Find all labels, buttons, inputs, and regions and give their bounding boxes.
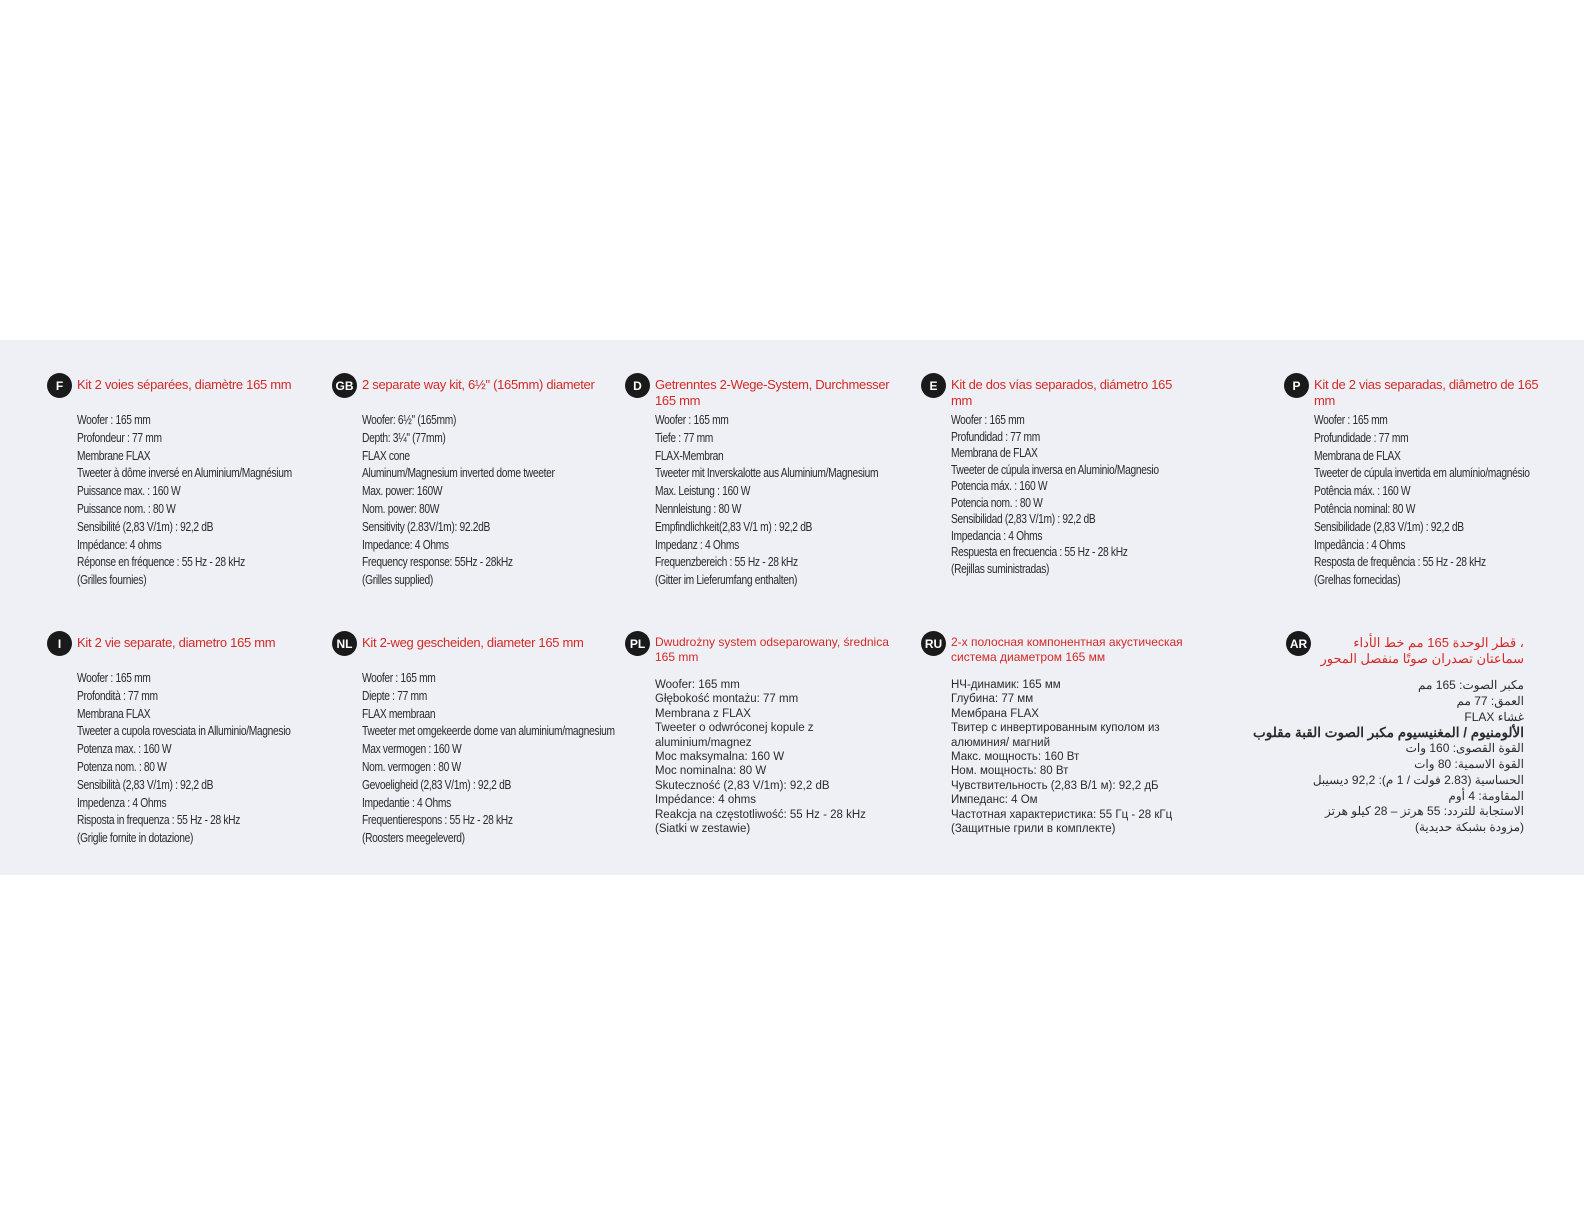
block-title-e: Kit de dos vías separados, diámetro 165 mm xyxy=(951,377,1172,408)
spec-line: Tiefe : 77 mm xyxy=(655,430,714,445)
spec-line: Profondità : 77 mm xyxy=(77,688,158,703)
spec-lines-ar xyxy=(1254,678,1524,836)
spec-line: Membrana de FLAX xyxy=(1314,448,1401,463)
block-title-f: Kit 2 voies séparées, diamètre 165 mm xyxy=(77,377,292,392)
language-badge-ar: AR xyxy=(1286,631,1311,656)
spec-line: FLAX-Membran xyxy=(655,448,724,463)
spec-line: Profondeur : 77 mm xyxy=(77,430,162,445)
language-badge-p: P xyxy=(1284,373,1309,398)
spec-line: Sensibilidade (2,83 V/1m) : 92,2 dB xyxy=(1314,519,1464,534)
spec-line: غشاء FLAX xyxy=(1464,709,1524,724)
language-badge-d: D xyxy=(625,373,650,398)
spec-line: Чувствительность (2,83 В/1 м): 92,2 дБ xyxy=(951,779,1159,792)
spec-line: Твитер с инвертированным куполом из xyxy=(951,722,1160,735)
spec-line: Potência nominal: 80 W xyxy=(1314,501,1416,516)
spec-line: НЧ-динамик: 165 мм xyxy=(951,679,1061,691)
spec-line: Membrana FLAX xyxy=(77,706,151,721)
spec-line: Gevoeligheid (2,83 V/1m) : 92,2 dB xyxy=(362,777,511,792)
spec-line: Aluminum/Magnesium inverted dome tweeter xyxy=(362,466,555,481)
language-badge-i: I xyxy=(47,631,72,656)
spec-line: Woofer : 165 mm xyxy=(655,413,729,427)
spec-line: Макс. мощность: 160 Вт xyxy=(951,751,1080,764)
spec-line: Membrana de FLAX xyxy=(951,446,1038,460)
language-badge-e: E xyxy=(921,373,946,398)
spec-line: Impedância : 4 Ohms xyxy=(1314,537,1406,552)
spec-line: Sensitivity (2.83V/1m): 92.2dB xyxy=(362,519,491,534)
spec-line: Max vermogen : 160 W xyxy=(362,742,462,757)
spec-lines-pl xyxy=(655,678,866,836)
spec-line: FLAX membraan xyxy=(362,706,436,721)
spec-line: Woofer: 6½" (165mm) xyxy=(362,413,457,427)
spec-line: Impedantie : 4 Ohms xyxy=(362,795,451,810)
block-title-ru: 2-х полосная компонентная акустическая система диаметром 165 мм xyxy=(951,635,1183,664)
spec-block-e xyxy=(921,373,1191,603)
spec-line: المقاومة: 4 أوم xyxy=(1448,788,1524,803)
block-title-gb: 2 separate way kit, 6½" (165mm) diameter xyxy=(362,377,595,392)
spec-line: Potenza max. : 160 W xyxy=(77,742,172,757)
spec-line: Max. Leistung : 160 W xyxy=(655,484,751,499)
spec-block-i xyxy=(47,631,307,861)
spec-line: القوة القصوى: 160 وات xyxy=(1405,741,1524,756)
spec-line: الألومنيوم / المغنيسيوم مكبر الصوت القبة مقلوب xyxy=(1253,725,1524,741)
spec-line: Profundidade : 77 mm xyxy=(1314,430,1409,445)
spec-line: Impedance: 4 Ohms xyxy=(362,537,449,552)
language-badge-nl: NL xyxy=(332,631,357,656)
spec-line: Nennleistung : 80 W xyxy=(655,501,742,516)
spec-line: Membrane FLAX xyxy=(77,448,151,463)
spec-line: Tweeter mit Inverskalotte aus Aluminium/Magnesium xyxy=(655,466,879,481)
spec-line: Woofer : 165 mm xyxy=(77,413,151,427)
spec-lines-f xyxy=(77,412,292,590)
spec-block-pl xyxy=(625,631,895,861)
language-badge-gb: GB xyxy=(332,373,357,398)
spec-line: Woofer : 165 mm xyxy=(77,671,151,685)
spec-line: Skuteczność (2,83 V/1m): 92,2 dB xyxy=(655,779,830,792)
spec-line: Tweeter a cupola rovesciata in Alluminio/Magnesio xyxy=(77,724,291,739)
spec-line: Nom. power: 80W xyxy=(362,501,440,516)
spec-line: Głębokość montażu: 77 mm xyxy=(655,693,799,706)
block-title-ar: ، قطر الوحدة 165 مم خط الأداء سماعتان تصدران صوتًا منفصل المحور xyxy=(1320,635,1524,666)
spec-line: (Grilles fournies) xyxy=(77,573,147,588)
spec-line: Respuesta en frecuencia : 55 Hz - 28 kHz xyxy=(951,545,1128,559)
spec-line: Puissance nom. : 80 W xyxy=(77,501,176,516)
spec-lines-gb xyxy=(362,412,555,590)
spec-line: (Grelhas fornecidas) xyxy=(1314,573,1401,588)
spec-line: Potencia máx. : 160 W xyxy=(951,479,1048,493)
spec-line: Impédance: 4 ohms xyxy=(655,794,757,807)
spec-line: Frequenzbereich : 55 Hz - 28 kHz xyxy=(655,555,798,570)
spec-line: Tweeter de cúpula invertida em alumínio/magnésio xyxy=(1314,466,1530,481)
spec-block-f xyxy=(47,373,307,603)
spec-line: Potência máx. : 160 W xyxy=(1314,484,1411,499)
spec-line: FLAX cone xyxy=(362,448,410,463)
spec-line: Diepte : 77 mm xyxy=(362,688,427,703)
language-badge-f: F xyxy=(47,373,72,398)
spec-block-gb xyxy=(332,373,602,603)
spec-line: Nom. vermogen : 80 W xyxy=(362,759,461,774)
block-title-nl: Kit 2-weg gescheiden, diameter 165 mm xyxy=(362,635,584,650)
block-title-pl: Dwudrożny system odseparowany, średnica 165 mm xyxy=(655,635,889,664)
spec-line: Woofer : 165 mm xyxy=(362,671,436,685)
spec-line: Impedenza : 4 Ohms xyxy=(77,795,167,810)
spec-lines-i xyxy=(77,670,291,848)
spec-line: Tweeter de cúpula inversa en Aluminio/Magnesio xyxy=(951,462,1159,477)
spec-lines-d xyxy=(655,412,878,590)
spec-line: алюминия/ магний xyxy=(951,736,1051,749)
spec-line: Tweeter o odwróconej kopule z xyxy=(655,722,814,735)
spec-line: (Roosters meegeleverd) xyxy=(362,831,465,846)
spec-line: Reakcja na częstotliwość: 55 Hz - 28 kHz xyxy=(655,808,866,821)
spec-line: الحساسية (2.83 فولت / 1 م): 92,2 ديسيبل xyxy=(1312,772,1524,787)
spec-line: Max. power: 160W xyxy=(362,484,443,499)
spec-line: Woofer : 165 mm xyxy=(951,413,1025,427)
spec-line: Sensibilité (2,83 V/1m) : 92,2 dB xyxy=(77,519,214,534)
language-badge-ru: RU xyxy=(921,631,946,656)
spec-line: Impédance: 4 ohms xyxy=(77,537,162,552)
spec-line: Импеданс: 4 Ом xyxy=(951,794,1038,807)
spec-lines-ru xyxy=(951,678,1172,836)
spec-line: الاستجابة للتردد: 55 هرتز – 28 كيلو هرتز xyxy=(1325,804,1524,819)
spec-line: القوة الاسمية: 80 وات xyxy=(1414,756,1524,771)
spec-line: Réponse en fréquence : 55 Hz - 28 kHz xyxy=(77,555,245,570)
spec-line: Membrana z FLAX xyxy=(655,707,751,720)
spec-line: مكبر الصوت: 165 مم xyxy=(1418,678,1524,692)
spec-line: Глубина: 77 мм xyxy=(951,693,1034,706)
spec-line: Frequentierespons : 55 Hz - 28 kHz xyxy=(362,813,513,828)
spec-line: Woofer: 165 mm xyxy=(655,679,740,691)
spec-line: (Rejillas suministradas) xyxy=(951,561,1050,576)
block-title-d: Getrenntes 2-Wege-System, Durchmesser 165 mm xyxy=(655,377,890,408)
spec-line: Tweeter à dôme inversé en Aluminium/Magnésium xyxy=(77,466,292,481)
spec-line: (Gitter im Lieferumfang enthalten) xyxy=(655,573,798,588)
block-title-i: Kit 2 vie separate, diametro 165 mm xyxy=(77,635,276,650)
spec-line: (مزودة بشبكة حديدية) xyxy=(1415,820,1524,835)
spec-block-nl xyxy=(332,631,617,861)
spec-lines-p xyxy=(1314,412,1530,590)
spec-line: (Grilles supplied) xyxy=(362,573,434,588)
language-badge-pl: PL xyxy=(625,631,650,656)
block-title-p: Kit de 2 vias separadas, diâmetro de 165 mm xyxy=(1314,377,1539,408)
spec-line: Impedancia : 4 Ohms xyxy=(951,528,1043,543)
spec-block-ru xyxy=(921,631,1231,861)
spec-line: Potencia nom. : 80 W xyxy=(951,495,1043,510)
spec-line: Moc nominalna: 80 W xyxy=(655,765,767,778)
spec-sheet xyxy=(0,340,1584,875)
spec-line: Sensibilidad (2,83 V/1m) : 92,2 dB xyxy=(951,512,1096,526)
spec-line: Resposta de frequência : 55 Hz - 28 kHz xyxy=(1314,555,1486,570)
spec-line: Puissance max. : 160 W xyxy=(77,484,181,499)
spec-line: Частотная характеристика: 55 Гц - 28 кГц xyxy=(951,808,1173,821)
spec-block-p xyxy=(1284,373,1554,603)
spec-line: Risposta in frequenza : 55 Hz - 28 kHz xyxy=(77,813,241,828)
spec-line: Impedanz : 4 Ohms xyxy=(655,537,739,552)
spec-line: Frequency response: 55Hz - 28kHz xyxy=(362,555,513,570)
spec-line: Depth: 3¼" (77mm) xyxy=(362,430,446,445)
spec-block-ar xyxy=(1254,631,1524,861)
spec-line: Tweeter met omgekeerde dome van aluminium/magnesium xyxy=(362,724,615,739)
spec-line: Woofer : 165 mm xyxy=(1314,413,1388,427)
spec-line: Sensibilità (2,83 V/1m) : 92,2 dB xyxy=(77,777,214,792)
spec-line: Ном. мощность: 80 Вт xyxy=(951,765,1069,778)
spec-line: (Защитные грили в комплекте) xyxy=(951,823,1116,836)
spec-line: Moc maksymalna: 160 W xyxy=(655,751,785,764)
spec-line: Empfindlichkeit(2,83 V/1 m) : 92,2 dB xyxy=(655,519,813,534)
spec-lines-e xyxy=(951,412,1159,577)
spec-line: Profundidad : 77 mm xyxy=(951,429,1040,444)
spec-lines-nl xyxy=(362,670,615,848)
spec-line: aluminium/magnez xyxy=(655,736,752,749)
spec-block-d xyxy=(625,373,905,603)
spec-line: العمق: 77 مم xyxy=(1456,693,1524,708)
spec-line: Мембрана FLAX xyxy=(951,707,1039,720)
spec-line: Potenza nom. : 80 W xyxy=(77,759,167,774)
spec-line: (Griglie fornite in dotazione) xyxy=(77,831,194,846)
spec-line: (Siatki w zestawie) xyxy=(655,823,751,836)
